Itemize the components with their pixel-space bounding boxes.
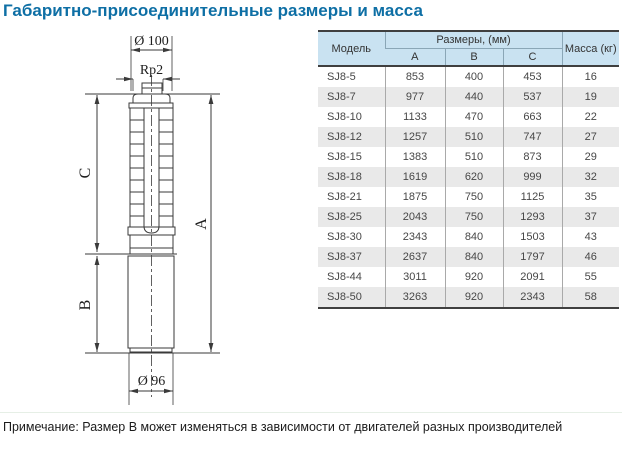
note-separator — [0, 412, 622, 413]
cell-model: SJ8-10 — [327, 111, 362, 123]
cell-c: 663 — [503, 107, 562, 127]
cell-b: 750 — [445, 187, 503, 207]
dim-c-label: C — [77, 167, 94, 179]
cell-b: 840 — [445, 247, 503, 267]
cell-mass: 35 — [562, 187, 619, 207]
footnote: Примечание: Размер B может изменяться в зависимости от двигателей разных производителей — [3, 420, 563, 434]
cell-a: 2637 — [385, 247, 445, 267]
dimensions-table — [318, 30, 619, 309]
cell-model: SJ8-37 — [318, 247, 385, 267]
cell-c: 453 — [503, 66, 562, 87]
bottom-diameter-label: Ø 96 — [137, 374, 166, 389]
cell-mass: 22 — [562, 107, 619, 127]
table-row — [318, 167, 619, 187]
cell-mass: 29 — [562, 147, 619, 167]
cell-b: 920 — [445, 287, 503, 308]
cell-model: SJ8-18 — [318, 167, 385, 187]
cell-a: 977 — [385, 87, 445, 107]
table-row — [318, 127, 619, 147]
dim-thread — [116, 63, 180, 91]
cell-c: 999 — [503, 167, 562, 187]
cell-c: 2091 — [503, 267, 562, 287]
column-header-mass: Масса (кг) — [562, 31, 619, 66]
cell-a: 3011 — [385, 267, 445, 287]
cell-mass: 37 — [562, 207, 619, 227]
table-row — [318, 147, 619, 167]
motor-bottom-band — [130, 348, 172, 352]
page-title: Габаритно-присоединительные размеры и масса — [3, 1, 423, 20]
cell-mass: 58 — [562, 287, 619, 308]
dim-a — [193, 95, 213, 352]
table-header — [318, 31, 619, 66]
table-row — [318, 227, 619, 247]
cell-model: SJ8-25 — [318, 207, 385, 227]
cell-model: SJ8-5 — [327, 71, 356, 83]
cell-model: SJ8-21 — [327, 191, 362, 203]
cap-flange — [129, 103, 173, 108]
column-header-c: C — [503, 49, 562, 67]
cell-c: 537 — [503, 87, 562, 107]
cell-mass: 16 — [562, 66, 619, 87]
cell-c: 873 — [503, 147, 562, 167]
table-row — [318, 66, 619, 87]
cell-mass: 19 — [562, 87, 619, 107]
cell-a: 1133 — [385, 107, 445, 127]
cell-b: 440 — [445, 87, 503, 107]
cell-mass: 46 — [562, 247, 619, 267]
cell-mass: 55 — [562, 267, 619, 287]
table-body — [318, 66, 619, 308]
cell-a: 1383 — [385, 147, 445, 167]
cell-a: 1875 — [385, 187, 445, 207]
cell-b: 400 — [445, 66, 503, 87]
cell-model: SJ8-50 — [318, 287, 385, 308]
motor-body — [128, 256, 174, 348]
cell-a: 2343 — [385, 227, 445, 247]
table-row — [318, 187, 619, 207]
table-row — [318, 287, 619, 308]
dim-b-label: B — [77, 299, 94, 311]
cell-mass: 32 — [562, 167, 619, 187]
cell-c: 747 — [503, 127, 562, 147]
pump-dimension-drawing — [10, 25, 310, 413]
cell-model: SJ8-15 — [327, 151, 362, 163]
column-header-dimensions: Размеры, (мм) — [385, 31, 562, 49]
thread-label: Rp2 — [139, 63, 164, 78]
cell-model: SJ8-44 — [327, 271, 362, 283]
top-diameter-label: Ø 100 — [134, 34, 169, 49]
cell-a: 3263 — [385, 287, 445, 308]
table-row — [318, 267, 619, 287]
dim-c — [77, 95, 99, 252]
cell-c: 1503 — [503, 227, 562, 247]
column-header-b: B — [445, 49, 503, 67]
cell-c: 1125 — [503, 187, 562, 207]
cell-c: 2343 — [503, 287, 562, 308]
cell-b: 510 — [445, 127, 503, 147]
cell-a: 853 — [385, 66, 445, 87]
table-row — [318, 207, 619, 227]
table-row — [318, 247, 619, 267]
cell-model: SJ8-30 — [327, 231, 362, 243]
cell-model: SJ8-7 — [318, 87, 385, 107]
dim-bottom-diameter — [129, 353, 173, 405]
table-row — [318, 87, 619, 107]
dim-a-label: A — [193, 218, 210, 230]
cell-b: 470 — [445, 107, 503, 127]
cell-c: 1797 — [503, 247, 562, 267]
cell-a: 1619 — [385, 167, 445, 187]
dim-b — [77, 256, 99, 352]
column-header-a: A — [385, 49, 445, 67]
cell-mass: 27 — [562, 127, 619, 147]
cell-b: 620 — [445, 167, 503, 187]
cell-b: 840 — [445, 227, 503, 247]
cell-mass: 43 — [562, 227, 619, 247]
cell-b: 920 — [445, 267, 503, 287]
column-header-model: Модель — [318, 31, 385, 66]
cell-model: SJ8-12 — [318, 127, 385, 147]
cell-b: 750 — [445, 207, 503, 227]
cell-b: 510 — [445, 147, 503, 167]
cell-a: 2043 — [385, 207, 445, 227]
table-row — [318, 107, 619, 127]
cell-a: 1257 — [385, 127, 445, 147]
cell-c: 1293 — [503, 207, 562, 227]
